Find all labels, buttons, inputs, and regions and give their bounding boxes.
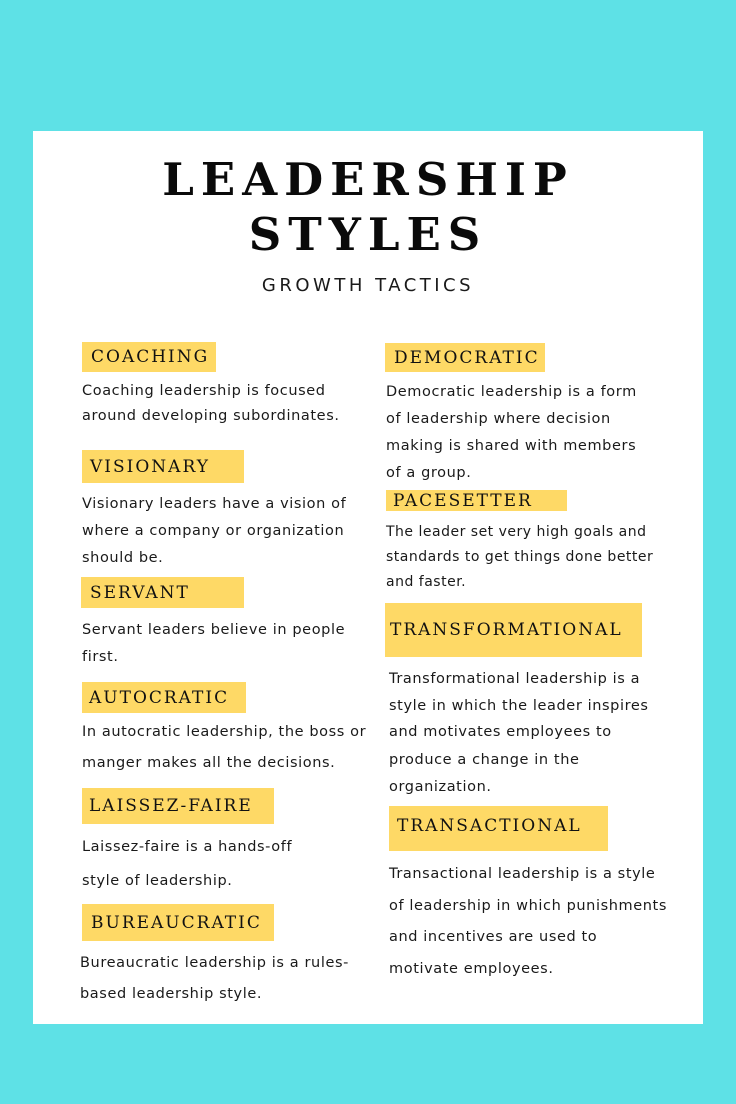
- tag-coaching: COACHING: [82, 342, 216, 372]
- desc-bureaucratic-line1: Bureaucratic leadership is a rules-: [80, 955, 349, 971]
- desc-laissez-faire-line1: Laissez-faire is a hands-off: [82, 839, 293, 855]
- tag-bureaucratic: BUREAUCRATIC: [82, 904, 274, 941]
- desc-transactional-line2: of leadership in which punishments: [389, 898, 668, 914]
- desc-pacesetter-line3: and faster.: [386, 574, 467, 590]
- title-line-1: LEADERSHIP: [162, 153, 574, 206]
- desc-transactional-line3: and incentives are used to: [389, 929, 598, 945]
- desc-democratic-line2: of leadership where decision: [386, 411, 611, 427]
- tag-transactional: TRANSACTIONAL: [389, 806, 608, 851]
- desc-autocratic-line1: In autocratic leadership, the boss or: [82, 724, 367, 740]
- desc-servant-line2: first.: [82, 649, 119, 665]
- desc-democratic-line1: Democratic leadership is a form: [386, 384, 637, 400]
- desc-transactional-line1: Transactional leadership is a style: [389, 866, 656, 882]
- subtitle: GROWTH TACTICS: [261, 275, 475, 296]
- desc-bureaucratic-line2: based leadership style.: [80, 986, 263, 1002]
- desc-visionary-line1: Visionary leaders have a vision of: [82, 496, 347, 512]
- desc-coaching-line2: around developing subordinates.: [82, 408, 340, 424]
- title-line-2: STYLES: [248, 208, 488, 261]
- desc-transformational-line3: and motivates employees to: [389, 724, 612, 740]
- tag-transformational: TRANSFORMATIONAL: [385, 603, 642, 657]
- tag-visionary: VISIONARY: [82, 450, 244, 483]
- desc-transactional-line4: motivate employees.: [389, 961, 554, 977]
- desc-servant-line1: Servant leaders believe in people: [82, 622, 346, 638]
- desc-democratic-line4: of a group.: [386, 465, 472, 481]
- desc-autocratic-line2: manger makes all the decisions.: [82, 755, 336, 771]
- desc-pacesetter-line1: The leader set very high goals and: [386, 524, 647, 540]
- desc-democratic-line3: making is shared with members: [386, 438, 637, 454]
- tag-laissez-faire: LAISSEZ-FAIRE: [82, 788, 274, 824]
- tag-servant: SERVANT: [81, 577, 244, 608]
- desc-transformational-line5: organization.: [389, 779, 492, 795]
- desc-visionary-line2: where a company or organization: [82, 523, 345, 539]
- desc-laissez-faire-line2: style of leadership.: [82, 873, 233, 889]
- tag-pacesetter: PACESETTER: [386, 490, 567, 511]
- tag-democratic: DEMOCRATIC: [385, 343, 545, 372]
- desc-transformational-line4: produce a change in the: [389, 752, 580, 768]
- desc-pacesetter-line2: standards to get things done better: [386, 549, 654, 565]
- desc-transformational-line2: style in which the leader inspires: [389, 698, 649, 714]
- desc-coaching-line1: Coaching leadership is focused: [82, 383, 326, 399]
- desc-visionary-line3: should be.: [82, 550, 164, 566]
- desc-transformational-line1: Transformational leadership is a: [389, 671, 641, 687]
- tag-autocratic: AUTOCRATIC: [82, 682, 246, 713]
